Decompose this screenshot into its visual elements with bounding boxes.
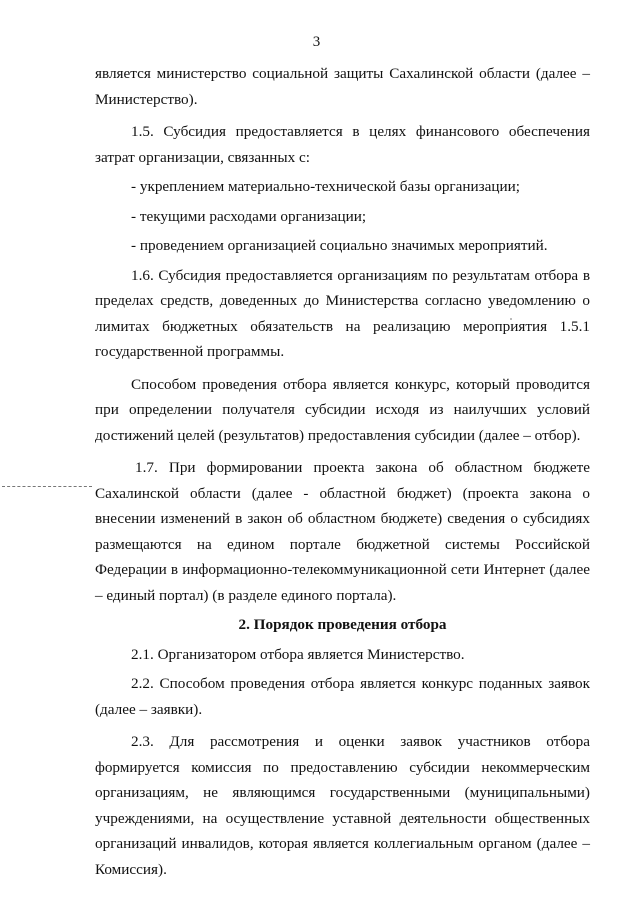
bullet-item: - текущими расходами организации; [131, 207, 367, 225]
bullet-item: - укреплением материально-технической базы организации; [131, 178, 521, 195]
page-number: 3 [312, 34, 321, 50]
paragraph-2-1: 2.1. Организатором отбора является Министерство. [131, 645, 465, 663]
paragraph-2-2: 2.2. Способом проведения отбора является конкурс поданных заявок (далее – заявки). [95, 675, 590, 718]
bullet-item: - проведением организацией социально значимых мероприятий. [131, 237, 548, 254]
paragraph-1-5: 1.5. Субсидия предоставляется в целях финансового обеспечения затрат организации, связанных с: [95, 123, 590, 166]
paragraph-2-3: 2.3. Для рассмотрения и оценки заявок участников отбора формируется комиссия по предоставлению субсидии некоммерческим организациям, не являющимся государственными (муниципальными) учреждениями, на осуществление уставной деятельности общественных организаций инвалидов, которая является коллегиальным органом (далее – Комиссия). [95, 733, 590, 878]
section-heading: 2. Порядок проведения отбора [238, 616, 447, 633]
document-body [95, 61, 590, 882]
margin-line-mark [2, 486, 92, 487]
paragraph-continuation: является министерство социальной защиты Сахалинской области (далее – Министерство). [95, 65, 590, 108]
paragraph-selection-method: Способом проведения отбора является конкурс, который проводится при определении получателя субсидии исходя из наилучших условий достижений целей (результатов) предоставления субсидии (далее – отбор). [95, 375, 590, 444]
paragraph-1-6: 1.6. Субсидия предоставляется организациям по результатам отбора в пределах средств, доведенных до Министерства согласно уведомлению о лимитах бюджетных обязательств на реализацию мероприятия 1.5.1 государственной программы. [95, 266, 590, 360]
paragraph-1-7: 1.7. При формировании проекта закона об областном бюджете Сахалинской области (далее - областной бюджет) (проекта закона о внесении изменений в закон об областном бюджете) сведения о субсидиях размещаются на едином портале бюджетной системы Российской Федерации в информационно-телекоммуникационной сети Интернет (далее – единый портал) (в разделе единого портала). [95, 459, 590, 604]
